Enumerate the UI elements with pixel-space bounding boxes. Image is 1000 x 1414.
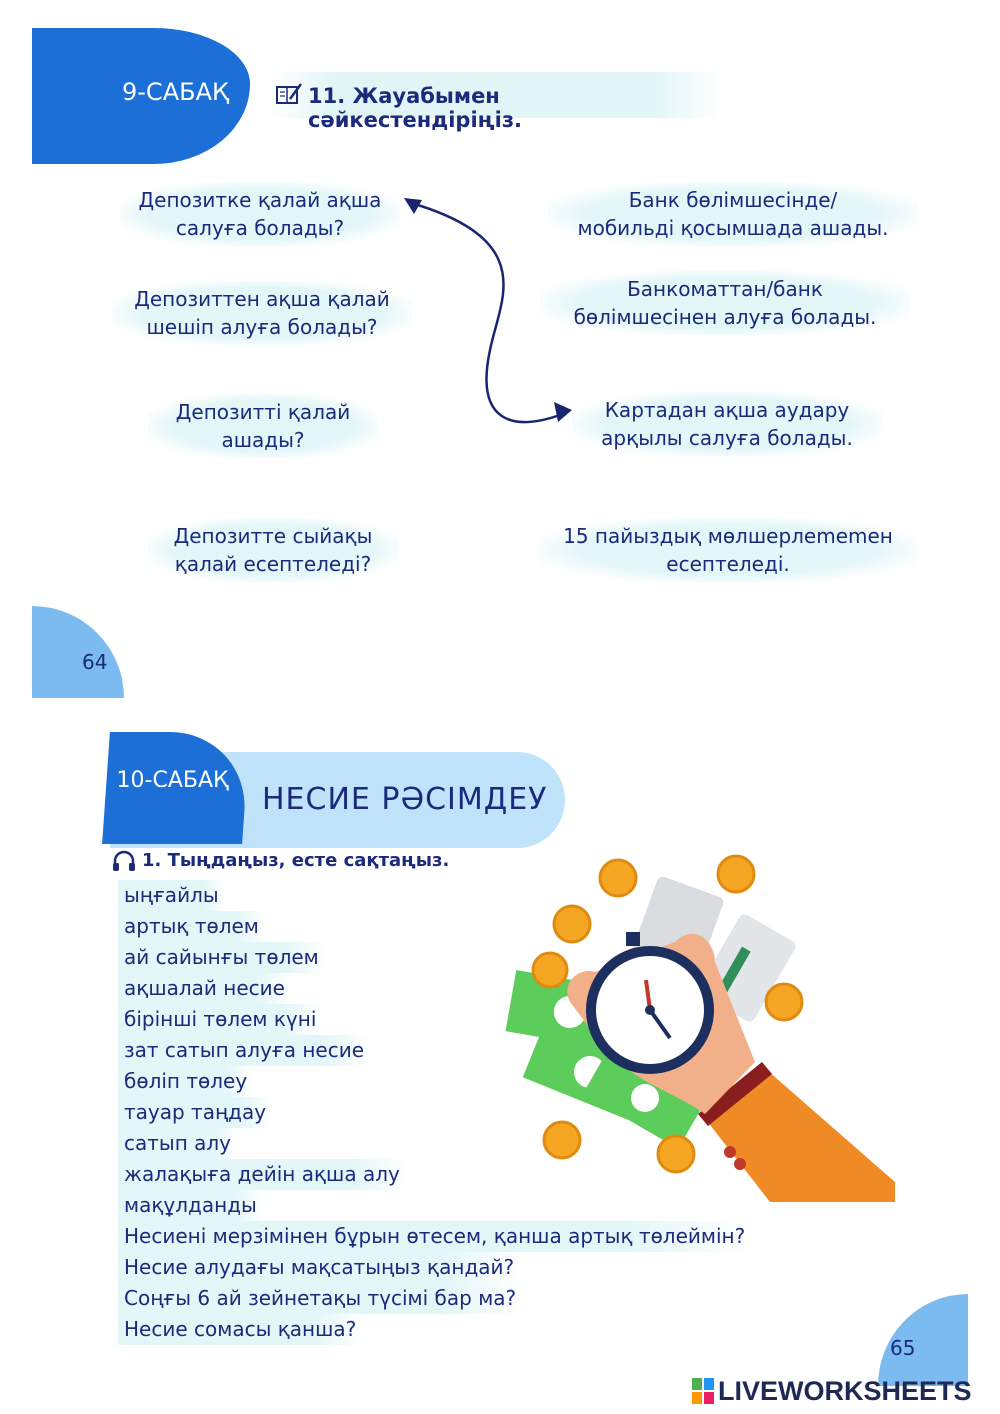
list-item: бірінші төлем күні <box>118 1004 322 1035</box>
list-item: Несие алудағы мақсатыңыз қандай? <box>118 1252 520 1283</box>
answer-3[interactable] <box>572 392 882 456</box>
task-1-header <box>112 850 449 872</box>
page-number-64 <box>32 606 124 698</box>
question-3-line-2: ашады? <box>221 428 305 452</box>
lesson-9-label: 9-САБАҚ <box>122 78 230 106</box>
answer-4[interactable] <box>540 518 916 582</box>
list-item: Несиені мерзімінен бұрын өтесем, қанша артық төлеймін? <box>118 1221 751 1252</box>
list-item: ақшалай несие <box>118 973 291 1004</box>
task-11-header <box>270 72 720 132</box>
task-11-title: 11. Жауабымен сәйкестендіріңіз. <box>308 84 522 132</box>
list-item: зат сатып алуға несие <box>118 1035 370 1066</box>
example-match-arrow <box>390 180 590 440</box>
list-item: ыңғайлы <box>118 880 225 911</box>
answer-1-line-1: Банк бөлімшесінде/ <box>628 188 838 212</box>
answer-1[interactable] <box>548 182 918 246</box>
stopwatch-money-illustration <box>500 852 895 1202</box>
answer-2-line-1: Банкоматтан/банк <box>627 277 823 301</box>
question-1-line-2: салуға болады? <box>175 216 345 240</box>
list-item: ай сайынғы төлем <box>118 942 325 973</box>
question-3-line-1: Депозитті қалай <box>175 400 351 424</box>
list-item: бөліп төлеу <box>118 1066 253 1097</box>
watermark-text: LIVEWORKSHEETS <box>718 1376 972 1406</box>
list-item: Несие сомасы қанша? <box>118 1314 362 1345</box>
question-4-line-2: қалай есептеледі? <box>174 552 372 576</box>
list-item: сатып алу <box>118 1128 237 1159</box>
task-1-title: 1. Тыңдаңыз, есте сақтаңыз. <box>142 850 450 871</box>
answer-4-line-2: есептеледі. <box>666 552 790 576</box>
question-3[interactable] <box>148 394 378 458</box>
answer-1-line-2: мобильді қосымшада ашады. <box>577 216 889 240</box>
answer-4-line-1: 15 пайыздық мөлшерлememен <box>563 524 893 548</box>
book-pencil-icon <box>276 83 302 105</box>
question-2-line-1: Депозиттен ақша қалай <box>134 287 390 311</box>
question-2-line-2: шешіп алуға болады? <box>146 315 378 339</box>
question-1[interactable] <box>120 182 400 246</box>
headphones-icon <box>112 850 136 872</box>
list-item: жалақыға дейін ақша алу <box>118 1159 406 1190</box>
page-number-left: 64 <box>82 650 108 674</box>
list-item: мақұлданды <box>118 1190 263 1221</box>
question-4[interactable] <box>148 518 398 582</box>
list-item: Соңғы 6 ай зейнетақы түсімі бар ма? <box>118 1283 522 1314</box>
lesson-10-title: НЕСИЕ РӘСІМДЕУ <box>262 782 548 817</box>
list-item: артық төлем <box>118 911 265 942</box>
liveworksheets-watermark <box>692 1376 972 1407</box>
list-item: тауар таңдау <box>118 1097 272 1128</box>
page-number-65 <box>878 1294 968 1386</box>
answer-2-line-2: бөлімшесінен алуға болады. <box>573 305 877 329</box>
lesson-10-label: 10-САБАҚ <box>116 768 229 793</box>
liveworksheets-logo-icon <box>692 1378 714 1404</box>
page-number-right: 65 <box>890 1336 916 1360</box>
question-1-line-1: Депозитке қалай ақша <box>138 188 382 212</box>
lesson-10-badge <box>102 732 250 844</box>
answer-3-line-2: арқылы салуға болады. <box>601 426 853 450</box>
answer-2[interactable] <box>540 271 910 335</box>
question-4-line-1: Депозитте сыйақы <box>173 524 373 548</box>
lesson-9-badge <box>32 28 250 164</box>
answer-3-line-1: Картадан ақша аудару <box>604 398 850 422</box>
question-2[interactable] <box>112 281 412 345</box>
